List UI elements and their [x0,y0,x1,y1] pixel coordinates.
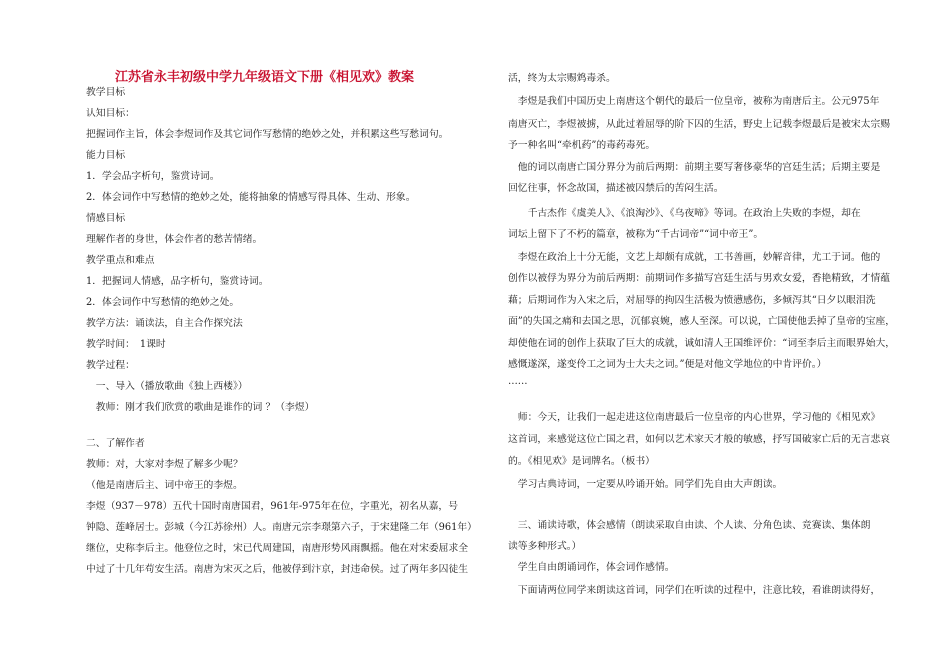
right-text-line: 词坛上留下了不朽的篇章，被称为“千古词帝”“词中帝王”。 [508,229,764,240]
left-text-line: 教师：刚才我们欣赏的歌曲是谁作的词 ？（李煜） [86,402,315,413]
right-text-line: 创作以被俘为界分为前后两期：前期词作多描写宫廷生活与男欢女爱，香艳精致，才情蕴 [508,273,891,284]
left-text-line: 把握词作主旨，体会李煜词作及其它词作写愁情的绝妙之处，并积累这些写愁词句。 [86,129,449,140]
left-text-line: 继位，史称李后主。他登位之时，宋已代周建国，南唐形势风雨飘摇。他在对宋委屈求全 [86,543,469,554]
left-text-line: 2．体会词作中写愁情的绝妙之处，能将抽象的情感写得具体、生动、形象。 [86,192,416,203]
right-text-line: 的。《相见欢》是词牌名。（板书） [508,456,655,467]
left-text-line: 教学重点和难点 [86,255,155,266]
right-text-line: 这首词，来感觉这位亡国之君，如何以艺术家天才般的敏感，抒写国破家亡后的无言悲哀 [508,434,891,445]
right-text-line: 他的词以南唐亡国分界分为前后两期：前期主要写奢侈豪华的宫廷生活；后期主要是 [508,162,881,173]
right-text-line: 面”的失国之痛和去国之思，沉郁哀婉，感人至深。可以说，亡国使他丢掉了皇帝的宝座， [508,316,896,327]
left-text-line: 认知目标： [86,108,135,119]
right-text-line: 李煜是我们中国历史上南唐这个朝代的最后一位皇帝，被称为南唐后主。公元975年 [508,96,880,107]
left-text-line: 二、了解作者 [86,438,145,449]
left-text-line: 能力目标 [86,150,126,161]
left-text-line: 教师：对，大家对李煜了解多少呢？ [86,459,243,470]
right-text-line: 活，终为太宗赐鸩毒杀。 [508,73,616,84]
right-text-line: 回忆往事，怀念故国，描述被囚禁后的苦闷生活。 [508,183,724,194]
left-text-line: 1．学会品字析句，鉴赏诗词。 [86,171,220,182]
right-text-line: 师：今天，让我们一起走进这位南唐最后一位皇帝的内心世界，学习他的《相见欢》 [508,412,881,423]
left-text-line: （他是南唐后主、词中帝王的李煜。 [86,480,243,491]
right-text-line: 下面请两位同学来朗读这首词，同学们在听读的过程中，注意比较，看谁朗读得好， [508,585,881,596]
left-text-line: 理解作者的身世，体会作者的愁苦情绪。 [86,234,263,245]
right-text-line: 感慨遂深，遂变伶工之词为士大夫之词。”便是对他文学地位的中肯评价。） [508,359,827,370]
left-text-line: 教学时间： 1课时 [86,339,166,350]
left-text-line: 钟隐、莲峰居士。彭城（今江苏徐州）人。南唐元宗李璟第六子，于宋建隆二年（961年） [86,522,477,533]
left-text-line: 一、导入（播放歌曲《独上西楼》） [86,381,248,392]
right-text-line: 学习古典诗词，一定要从吟诵开始。同学们先自由大声朗读。 [508,479,783,490]
left-text-line: 中过了十几年苟安生活。南唐为宋灭之后，他被俘到汴京，封违命侯。过了两年多囚徒生 [86,564,469,575]
left-text-line: 情感目标 [86,213,126,224]
left-text-line: 李煜（937－978）五代十国时南唐国君，961年-975年在位，字重光，初名从嘉，号 [86,501,459,512]
right-text-line: 南唐灭亡，李煜被掳，从此过着屈辱的阶下囚的生活，野史上记载李煜最后是被宋太宗赐 [508,119,891,130]
left-text-line: 教学过程： [86,360,135,371]
right-text-line: 藉；后期词作为入宋之后，对屈辱的拘囚生活极为愤懑感伤，多倾泻其“日夕以眼泪洗 [508,295,876,306]
right-text-line: …… [508,376,528,387]
left-text-line: 1．把握词人情感，品字析句，鉴赏诗词。 [86,276,269,287]
left-text-line: 2．体会词作中写愁情的绝妙之处。 [86,297,240,308]
right-text-line: 千古杰作《虞美人》、《浪淘沙》、《乌夜啼》等词。在政治上失败的李煜，却在 [508,208,861,219]
left-text-line: 教学目标 [86,87,126,98]
right-text-line: 予一种名叫“牵机药”的毒药毒死。 [508,140,656,151]
right-text-line: 三、诵读诗歌，体会感情（朗读采取自由读、个人读、分角色读、竞赛读、集体朗 [508,520,871,531]
right-text-line: 读等多种形式。） [508,541,582,552]
right-text-line: 李煜在政治上十分无能，文艺上却颇有成就，工书善画，妙解音律，尤工于词。他的 [508,252,881,263]
right-text-line: 学生自由朗诵词作，体会词作感情。 [508,562,675,573]
left-text-line: 教学方法：诵读法，自主合作探究法 [86,318,243,329]
right-text-line: 却使他在词的创作上获取了巨大的成就，诚如清人王国维评价：“词至李后主而眼界始大， [508,338,896,349]
document-title: 江苏省永丰初级中学九年级语文下册《相见欢》教案 [115,70,415,85]
